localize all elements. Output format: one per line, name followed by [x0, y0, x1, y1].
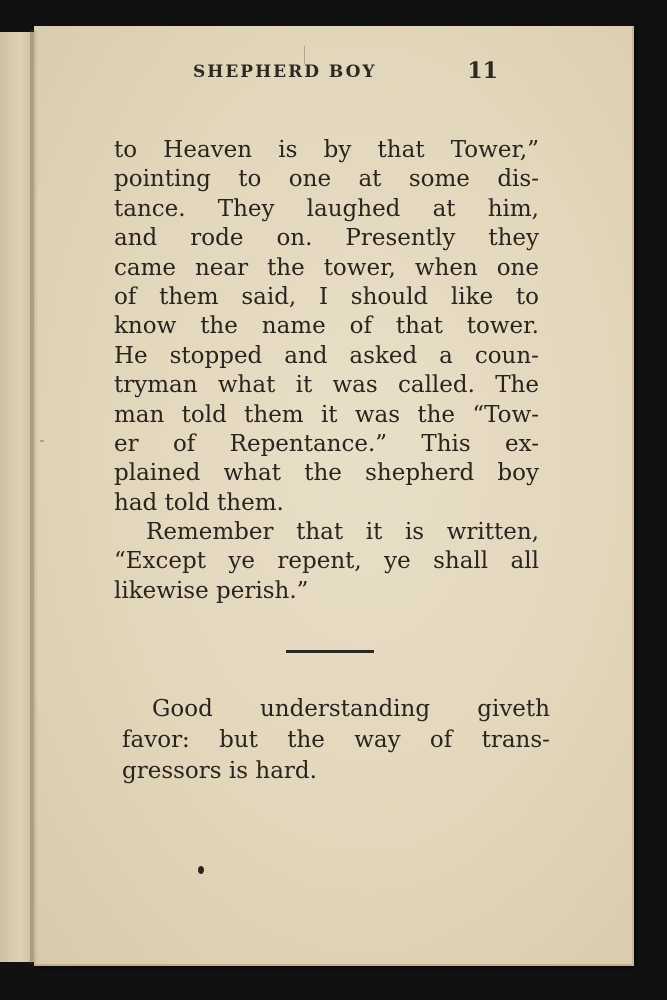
- section-divider: [286, 650, 374, 653]
- text-line: He stopped and asked a coun-: [114, 342, 539, 369]
- page-number: 11: [467, 58, 498, 84]
- page-header: [193, 58, 498, 92]
- text-line: came near the tower, when one: [114, 254, 539, 281]
- text-line: favor: but the way of trans-: [122, 727, 550, 753]
- text-line: plained what the shepherd boy: [114, 460, 539, 487]
- page-blemish: [304, 46, 305, 64]
- running-head: SHEPHERD BOY: [193, 62, 377, 82]
- text-line: and rode on. Presently they: [114, 225, 539, 252]
- text-line: Good understanding giveth: [152, 696, 550, 722]
- text-line: likewise perish.”: [114, 577, 309, 604]
- text-line: gressors is hard.: [122, 758, 317, 784]
- gutter-shadow: [30, 30, 38, 964]
- text-line: tryman what it was called. The: [114, 372, 539, 399]
- text-line: tance. They laughed at him,: [114, 195, 539, 222]
- text-line: Remember that it is written,: [146, 519, 539, 546]
- proverb-text: [122, 694, 550, 787]
- body-text: [114, 136, 539, 606]
- text-line: er of Repentance.” This ex-: [114, 430, 539, 457]
- ink-speck: [198, 866, 204, 874]
- text-line: “Except ye repent, ye shall all: [114, 548, 539, 575]
- text-line: man told them it was the “Tow-: [114, 401, 539, 428]
- page-blemish: [40, 440, 44, 442]
- text-line: pointing to one at some dis-: [114, 166, 539, 193]
- text-line: had told them.: [114, 489, 284, 516]
- text-line: of them said, I should like to: [114, 283, 539, 310]
- text-line: to Heaven is by that Tower,”: [114, 137, 539, 163]
- text-line: know the name of that tower.: [114, 313, 539, 340]
